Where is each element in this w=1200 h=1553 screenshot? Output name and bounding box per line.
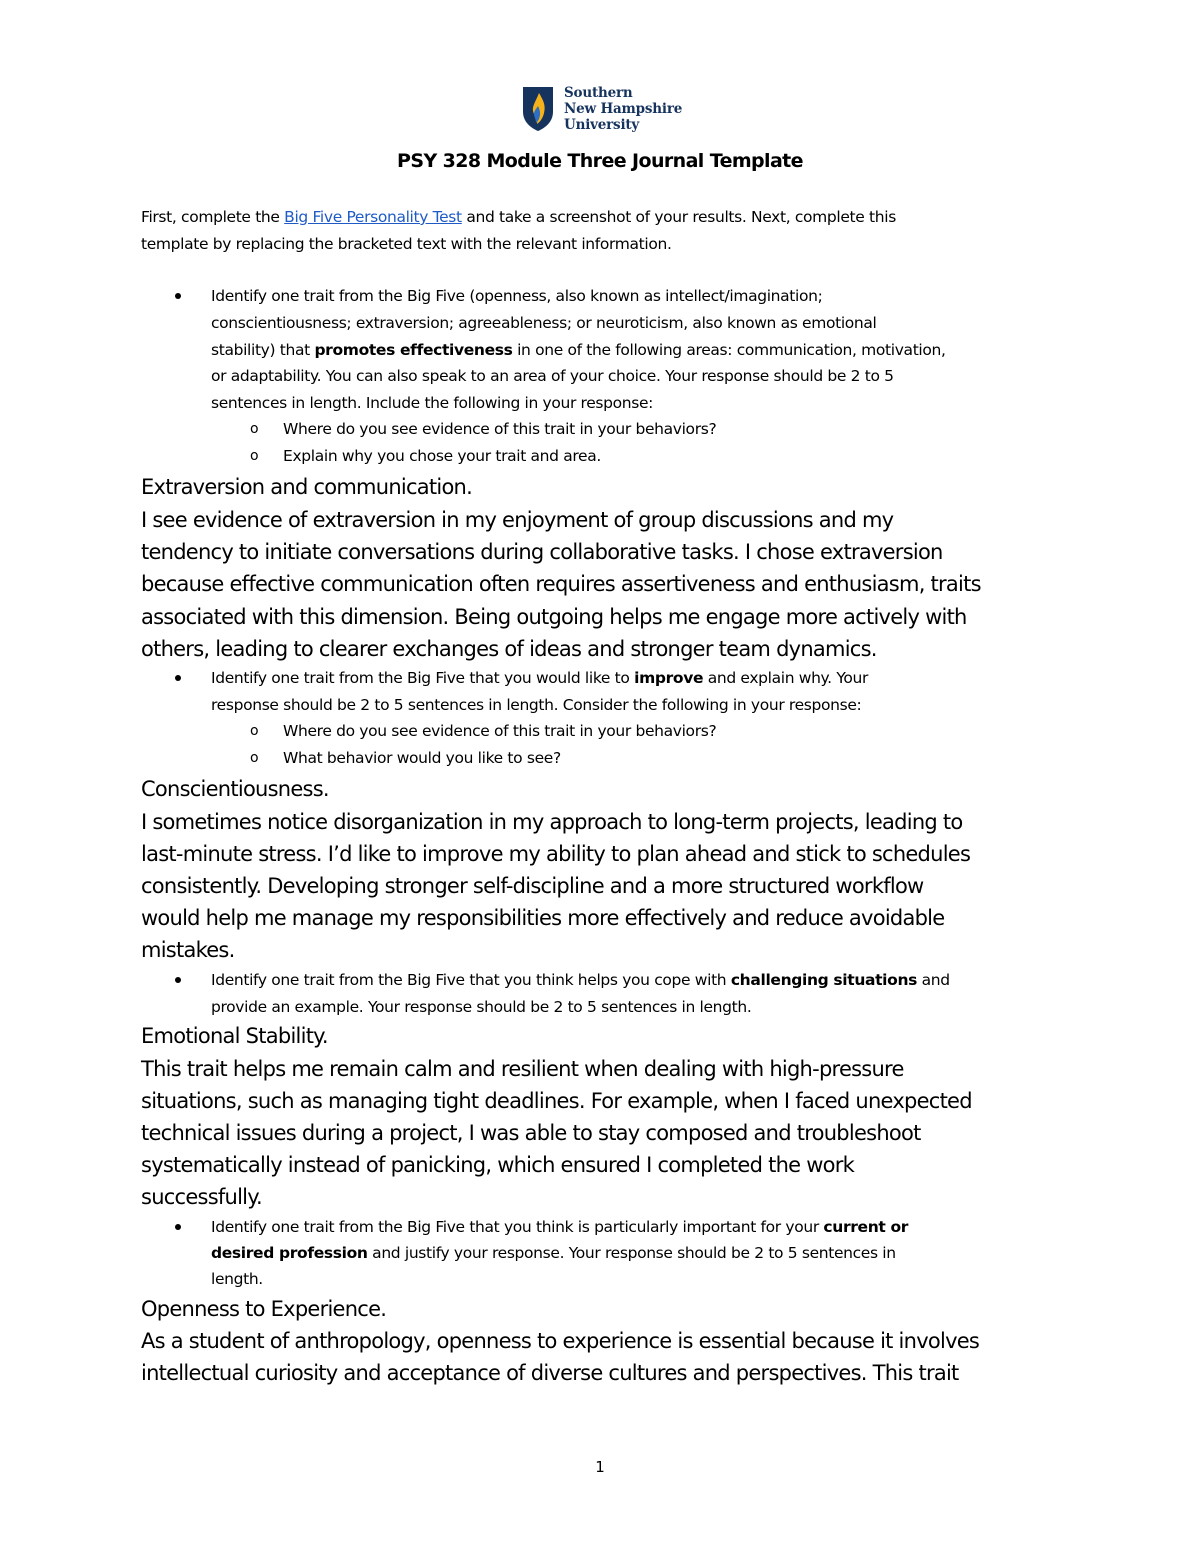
a1-line-6: others, leading to clearer exchanges of ideas and stronger team dynamics. <box>141 637 877 661</box>
bullet-icon <box>175 675 181 681</box>
a4-line-3: intellectual curiosity and acceptance of diverse cultures and perspectives. This trait <box>141 1361 959 1385</box>
page-number: 1 <box>595 1458 605 1476</box>
q2-line-2: response should be 2 to 5 sentences in length. Consider the following in your response: <box>211 696 862 714</box>
q4-line-1: Identify one trait from the Big Five that you think is particularly important for your current or <box>211 1218 909 1236</box>
a2-line-2: I sometimes notice disorganization in my approach to long-term projects, leading to <box>141 810 963 834</box>
a1-line-4: because effective communication often requires assertiveness and enthusiasm, traits <box>141 572 981 596</box>
sub-bullet-icon: o <box>250 421 259 437</box>
a1-line-5: associated with this dimension. Being outgoing helps me engage more actively with <box>141 605 967 629</box>
document-title: PSY 328 Module Three Journal Template <box>397 150 803 172</box>
q4-line-2: desired profession and justify your response. Your response should be 2 to 5 sentences in <box>211 1244 896 1262</box>
q1-line-3: stability) that promotes effectiveness in one of the following areas: communication, motivation, <box>211 341 946 359</box>
a4-line-1: Openness to Experience. <box>141 1297 387 1321</box>
a3-line-4: technical issues during a project, I was able to stay composed and troubleshoot <box>141 1121 921 1145</box>
a3-line-1: Emotional Stability. <box>141 1024 328 1048</box>
sub-bullet-icon: o <box>250 448 259 464</box>
bullet-icon <box>175 977 181 983</box>
university-logo <box>522 84 682 134</box>
bullet-icon <box>175 293 181 299</box>
a1-line-1: Extraversion and communication. <box>141 475 473 499</box>
a1-line-2: I see evidence of extraversion in my enjoyment of group discussions and my <box>141 508 894 532</box>
a2-line-4: consistently. Developing stronger self-discipline and a more structured workflow <box>141 874 924 898</box>
logo-wordmark: Southern New Hampshire University <box>564 85 683 133</box>
a3-line-6: successfully. <box>141 1185 262 1209</box>
q1-sub-2: Explain why you chose your trait and area. <box>283 447 601 465</box>
q1-line-5: sentences in length. Include the following in your response: <box>211 394 654 412</box>
sub-bullet-icon: o <box>250 723 259 739</box>
intro-line-1: First, complete the Big Five Personality Test and take a screenshot of your results. Next, complete this <box>141 208 896 226</box>
q4-line-3: length. <box>211 1270 263 1288</box>
q2-sub-2: What behavior would you like to see? <box>283 749 561 767</box>
a1-line-3: tendency to initiate conversations during collaborative tasks. I chose extraversion <box>141 540 943 564</box>
q1-line-4: or adaptability. You can also speak to an area of your choice. Your response should be 2 to 5 <box>211 367 894 385</box>
a2-line-5: would help me manage my responsibilities more effectively and reduce avoidable <box>141 906 945 930</box>
bullet-icon <box>175 1224 181 1230</box>
q2-line-1: Identify one trait from the Big Five that you would like to improve and explain why. Your <box>211 669 869 687</box>
a2-line-1: Conscientiousness. <box>141 777 329 801</box>
a4-line-2: As a student of anthropology, openness to experience is essential because it involves <box>141 1329 980 1353</box>
big-five-test-link[interactable]: Big Five Personality Test <box>284 208 462 226</box>
a2-line-6: mistakes. <box>141 938 235 962</box>
q3-line-1: Identify one trait from the Big Five that you think helps you cope with challenging situations and <box>211 971 950 989</box>
sub-bullet-icon: o <box>250 750 259 766</box>
q3-line-2: provide an example. Your response should be 2 to 5 sentences in length. <box>211 998 752 1016</box>
a3-line-3: situations, such as managing tight deadlines. For example, when I faced unexpected <box>141 1089 972 1113</box>
q1-sub-1: Where do you see evidence of this trait in your behaviors? <box>283 420 717 438</box>
a2-line-3: last-minute stress. I’d like to improve my ability to plan ahead and stick to schedules <box>141 842 971 866</box>
intro-line-2: template by replacing the bracketed text with the relevant information. <box>141 235 672 253</box>
q1-line-2: conscientiousness; extraversion; agreeableness; or neuroticism, also known as emotional <box>211 314 877 332</box>
flame-shield-icon <box>522 86 554 132</box>
a3-line-2: This trait helps me remain calm and resilient when dealing with high-pressure <box>141 1057 904 1081</box>
a3-line-5: systematically instead of panicking, which ensured I completed the work <box>141 1153 855 1177</box>
q1-line-1: Identify one trait from the Big Five (openness, also known as intellect/imagination; <box>211 287 823 305</box>
q2-sub-1: Where do you see evidence of this trait in your behaviors? <box>283 722 717 740</box>
